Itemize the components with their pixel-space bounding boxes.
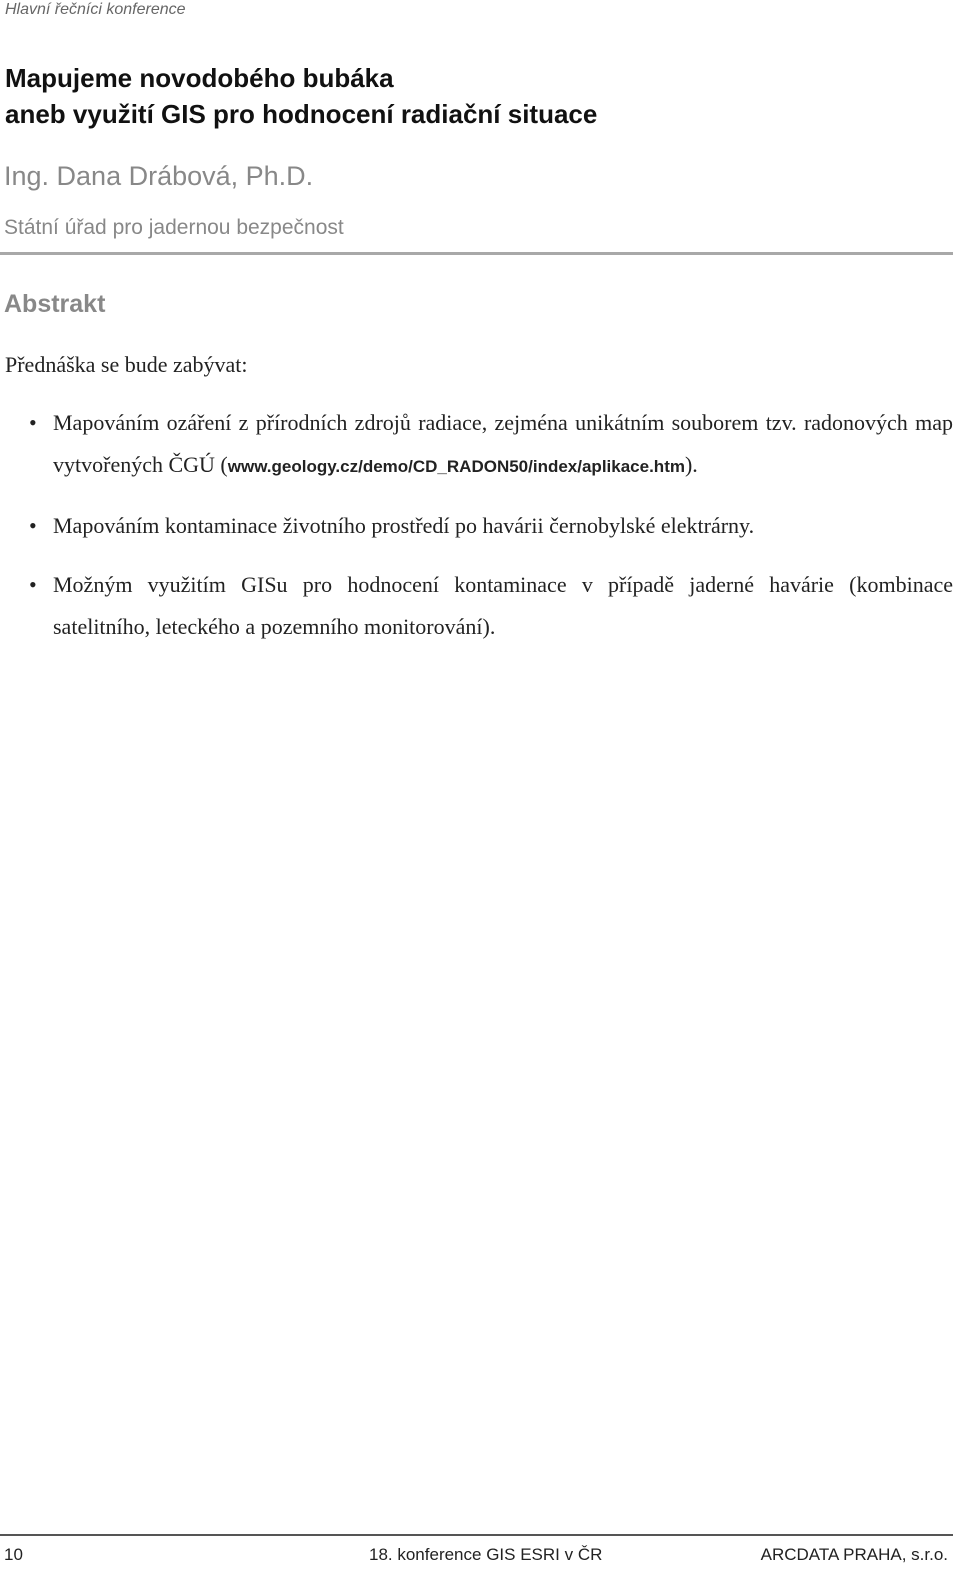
list-item-suffix: ). bbox=[684, 452, 698, 477]
abstract-heading: Abstrakt bbox=[4, 290, 106, 318]
bullet-icon: • bbox=[29, 572, 37, 597]
radon-map-link[interactable]: www.geology.cz/demo/CD_RADON50/index/aplikace.htm bbox=[227, 457, 685, 476]
author-name: Ing. Dana Drábová, Ph.D. bbox=[4, 161, 314, 191]
footer-divider bbox=[0, 1534, 953, 1536]
page-number: 10 bbox=[4, 1545, 23, 1564]
header-divider bbox=[0, 252, 953, 255]
list-item bbox=[0, 564, 953, 648]
list-item bbox=[0, 402, 953, 488]
list-item-text: Možným využitím GISu pro hodnocení kontaminace v případě jaderné havárie (kombinace satelitního, leteckého a pozemního monitorování). bbox=[53, 572, 953, 639]
bullet-icon: • bbox=[29, 513, 37, 538]
bullet-icon: • bbox=[29, 410, 37, 435]
list-item bbox=[0, 505, 953, 547]
footer-publisher: ARCDATA PRAHA, s.r.o. bbox=[760, 1545, 948, 1564]
title-line-2: aneb využití GIS pro hodnocení radiační situace bbox=[5, 99, 598, 129]
section-label: Hlavní řečníci konference bbox=[5, 1, 186, 18]
abstract-intro: Přednáška se bude zabývat: bbox=[5, 352, 248, 377]
footer-conference: 18. konference GIS ESRI v ČR bbox=[369, 1545, 603, 1564]
list-item-text: Mapováním ozáření z přírodních zdrojů radiace, zejména unikátním souborem tzv. radonových map vytvořených ČGÚ ( bbox=[53, 410, 953, 477]
article-title bbox=[5, 60, 597, 132]
abstract-list bbox=[0, 402, 953, 665]
title-line-1: Mapujeme novodobého bubáka bbox=[5, 63, 394, 93]
list-item-text: Mapováním kontaminace životního prostředí po havárii černobylské elektrárny. bbox=[53, 513, 755, 538]
author-affiliation: Státní úřad pro jadernou bezpečnost bbox=[4, 216, 344, 239]
